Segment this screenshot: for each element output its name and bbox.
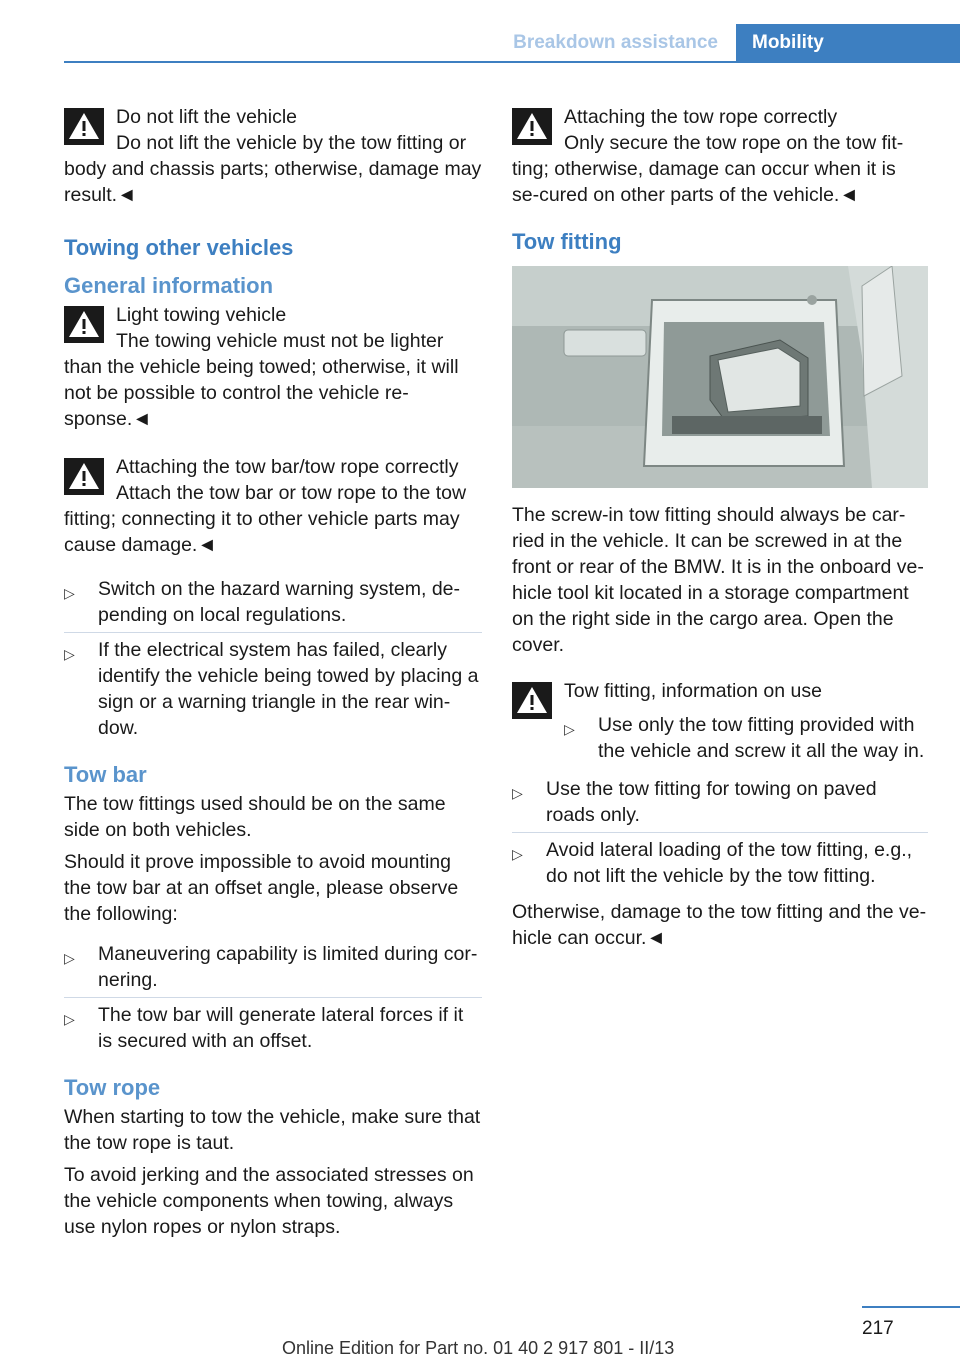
warning-line: Attach the tow bar or tow rope to the tow — [116, 482, 467, 504]
page-header — [0, 0, 960, 62]
warning-body: ting; otherwise, damage can occur when it is se-cured on other parts of the vehicle.◄ — [512, 158, 896, 206]
warning-triangle-icon — [64, 306, 104, 343]
list-item — [64, 937, 482, 998]
list-item-text: Avoid lateral loading of the tow fitting, e.g., do not lift the vehicle by the tow fitting. — [546, 839, 913, 887]
right-column — [512, 104, 928, 957]
warning-body: fitting; connecting it to other vehicle parts may cause damage.◄ — [64, 508, 460, 556]
towbar-paragraph-2: Should it prove impossible to avoid mounting the tow bar at an offset angle, please observe the following: — [64, 851, 459, 925]
footer-rule — [862, 1306, 960, 1308]
warning-title: Do not lift the vehicle — [116, 106, 298, 128]
warning-line: Do not lift the vehicle by the tow fitting or — [116, 132, 467, 154]
list-item — [512, 833, 928, 893]
warning-title: Light towing vehicle — [116, 304, 287, 326]
warning-triangle-icon — [512, 682, 552, 719]
heading-towing-other-vehicles: Towing other vehicles — [64, 235, 294, 260]
list-item-text: The tow bar will generate lateral forces if it is secured with an offset. — [98, 1004, 464, 1052]
list-item — [512, 772, 928, 833]
heading-tow-rope: Tow rope — [64, 1075, 161, 1100]
heading-general-information: General information — [64, 273, 274, 298]
list-item-text: If the electrical system has failed, clearly identify the vehicle being towed by placing a sign or a warning triangle in the rear win-dow. — [98, 639, 479, 739]
list-item-text: Use only the tow fitting provided with the vehicle and screw it all the way in. — [598, 714, 925, 762]
closing-paragraph: Otherwise, damage to the tow fitting and the ve-hicle can occur.◄ — [512, 901, 927, 949]
triangle-bullet-icon: ▷ — [512, 846, 523, 862]
header-rule — [64, 61, 960, 63]
header-chapter-tab: Mobility — [736, 24, 960, 62]
towrope-paragraph-1: When starting to tow the vehicle, make sure that the tow rope is taut. — [64, 1106, 481, 1154]
triangle-bullet-icon: ▷ — [64, 1011, 75, 1027]
triangle-bullet-icon: ▷ — [64, 950, 75, 966]
triangle-bullet-icon: ▷ — [564, 721, 575, 737]
tow-fitting-paragraph: The screw-in tow fitting should always be car-ried in the vehicle. It can be screwed in at the front or rear of the BMW. It is in the onboard ve-hicle tool kit located in a storage compartment on the right side in the cargo area. Open the cover. — [512, 504, 924, 656]
list-item-text: Maneuvering capability is limited during cor-nering. — [98, 943, 478, 991]
warning-light-towing-vehicle — [64, 302, 482, 432]
list-item — [64, 633, 482, 745]
warning-line: The towing vehicle must not be lighter — [116, 330, 444, 352]
warning-body: body and chassis parts; otherwise, damage may result.◄ — [64, 158, 482, 206]
list-item-text: Switch on the hazard warning system, de-pending on local regulations. — [98, 578, 461, 626]
triangle-bullet-icon: ▷ — [512, 785, 523, 801]
triangle-bullet-icon: ▷ — [64, 646, 75, 662]
page-number: 217 — [862, 1318, 894, 1339]
cargo-compartment-photo — [512, 266, 928, 488]
warning-body: than the vehicle being towed; otherwise, it will not be possible to control the vehicle re-sponse.◄ — [64, 356, 459, 430]
list-item — [564, 708, 928, 768]
towbar-list — [64, 937, 482, 1058]
heading-tow-bar: Tow bar — [64, 762, 147, 787]
list-item-text: Use the tow fitting for towing on paved roads only. — [546, 778, 877, 826]
warning-triangle-icon — [64, 108, 104, 145]
towbar-paragraph-1: The tow fittings used should be on the same side on both vehicles. — [64, 793, 446, 841]
towing-steps-list — [64, 572, 482, 745]
warning-triangle-icon — [64, 458, 104, 495]
left-column — [64, 104, 482, 1246]
warning-attaching-tow-rope — [512, 104, 928, 208]
warning-title: Tow fitting, information on use — [564, 680, 822, 702]
list-item — [64, 998, 482, 1058]
list-item — [64, 572, 482, 633]
edition-footer: Online Edition for Part no. 01 40 2 917 801 - II/13 — [282, 1338, 675, 1358]
warning-attaching-tow-bar — [64, 454, 482, 558]
heading-tow-fitting: Tow fitting — [512, 229, 622, 254]
warning-sub-list — [564, 708, 928, 768]
warning-triangle-icon — [512, 108, 552, 145]
triangle-bullet-icon: ▷ — [64, 585, 75, 601]
header-section-title: Breakdown assistance — [513, 32, 718, 53]
tow-fitting-list — [512, 772, 928, 893]
warning-do-not-lift — [64, 104, 482, 208]
warning-title: Attaching the tow bar/tow rope correctly — [116, 456, 459, 478]
towrope-paragraph-2: To avoid jerking and the associated stresses on the vehicle components when towing, always use nylon ropes or nylon straps. — [64, 1164, 474, 1238]
warning-title: Attaching the tow rope correctly — [564, 106, 838, 128]
warning-tow-fitting-use — [512, 678, 928, 768]
warning-line: Only secure the tow rope on the tow fit- — [564, 132, 904, 154]
